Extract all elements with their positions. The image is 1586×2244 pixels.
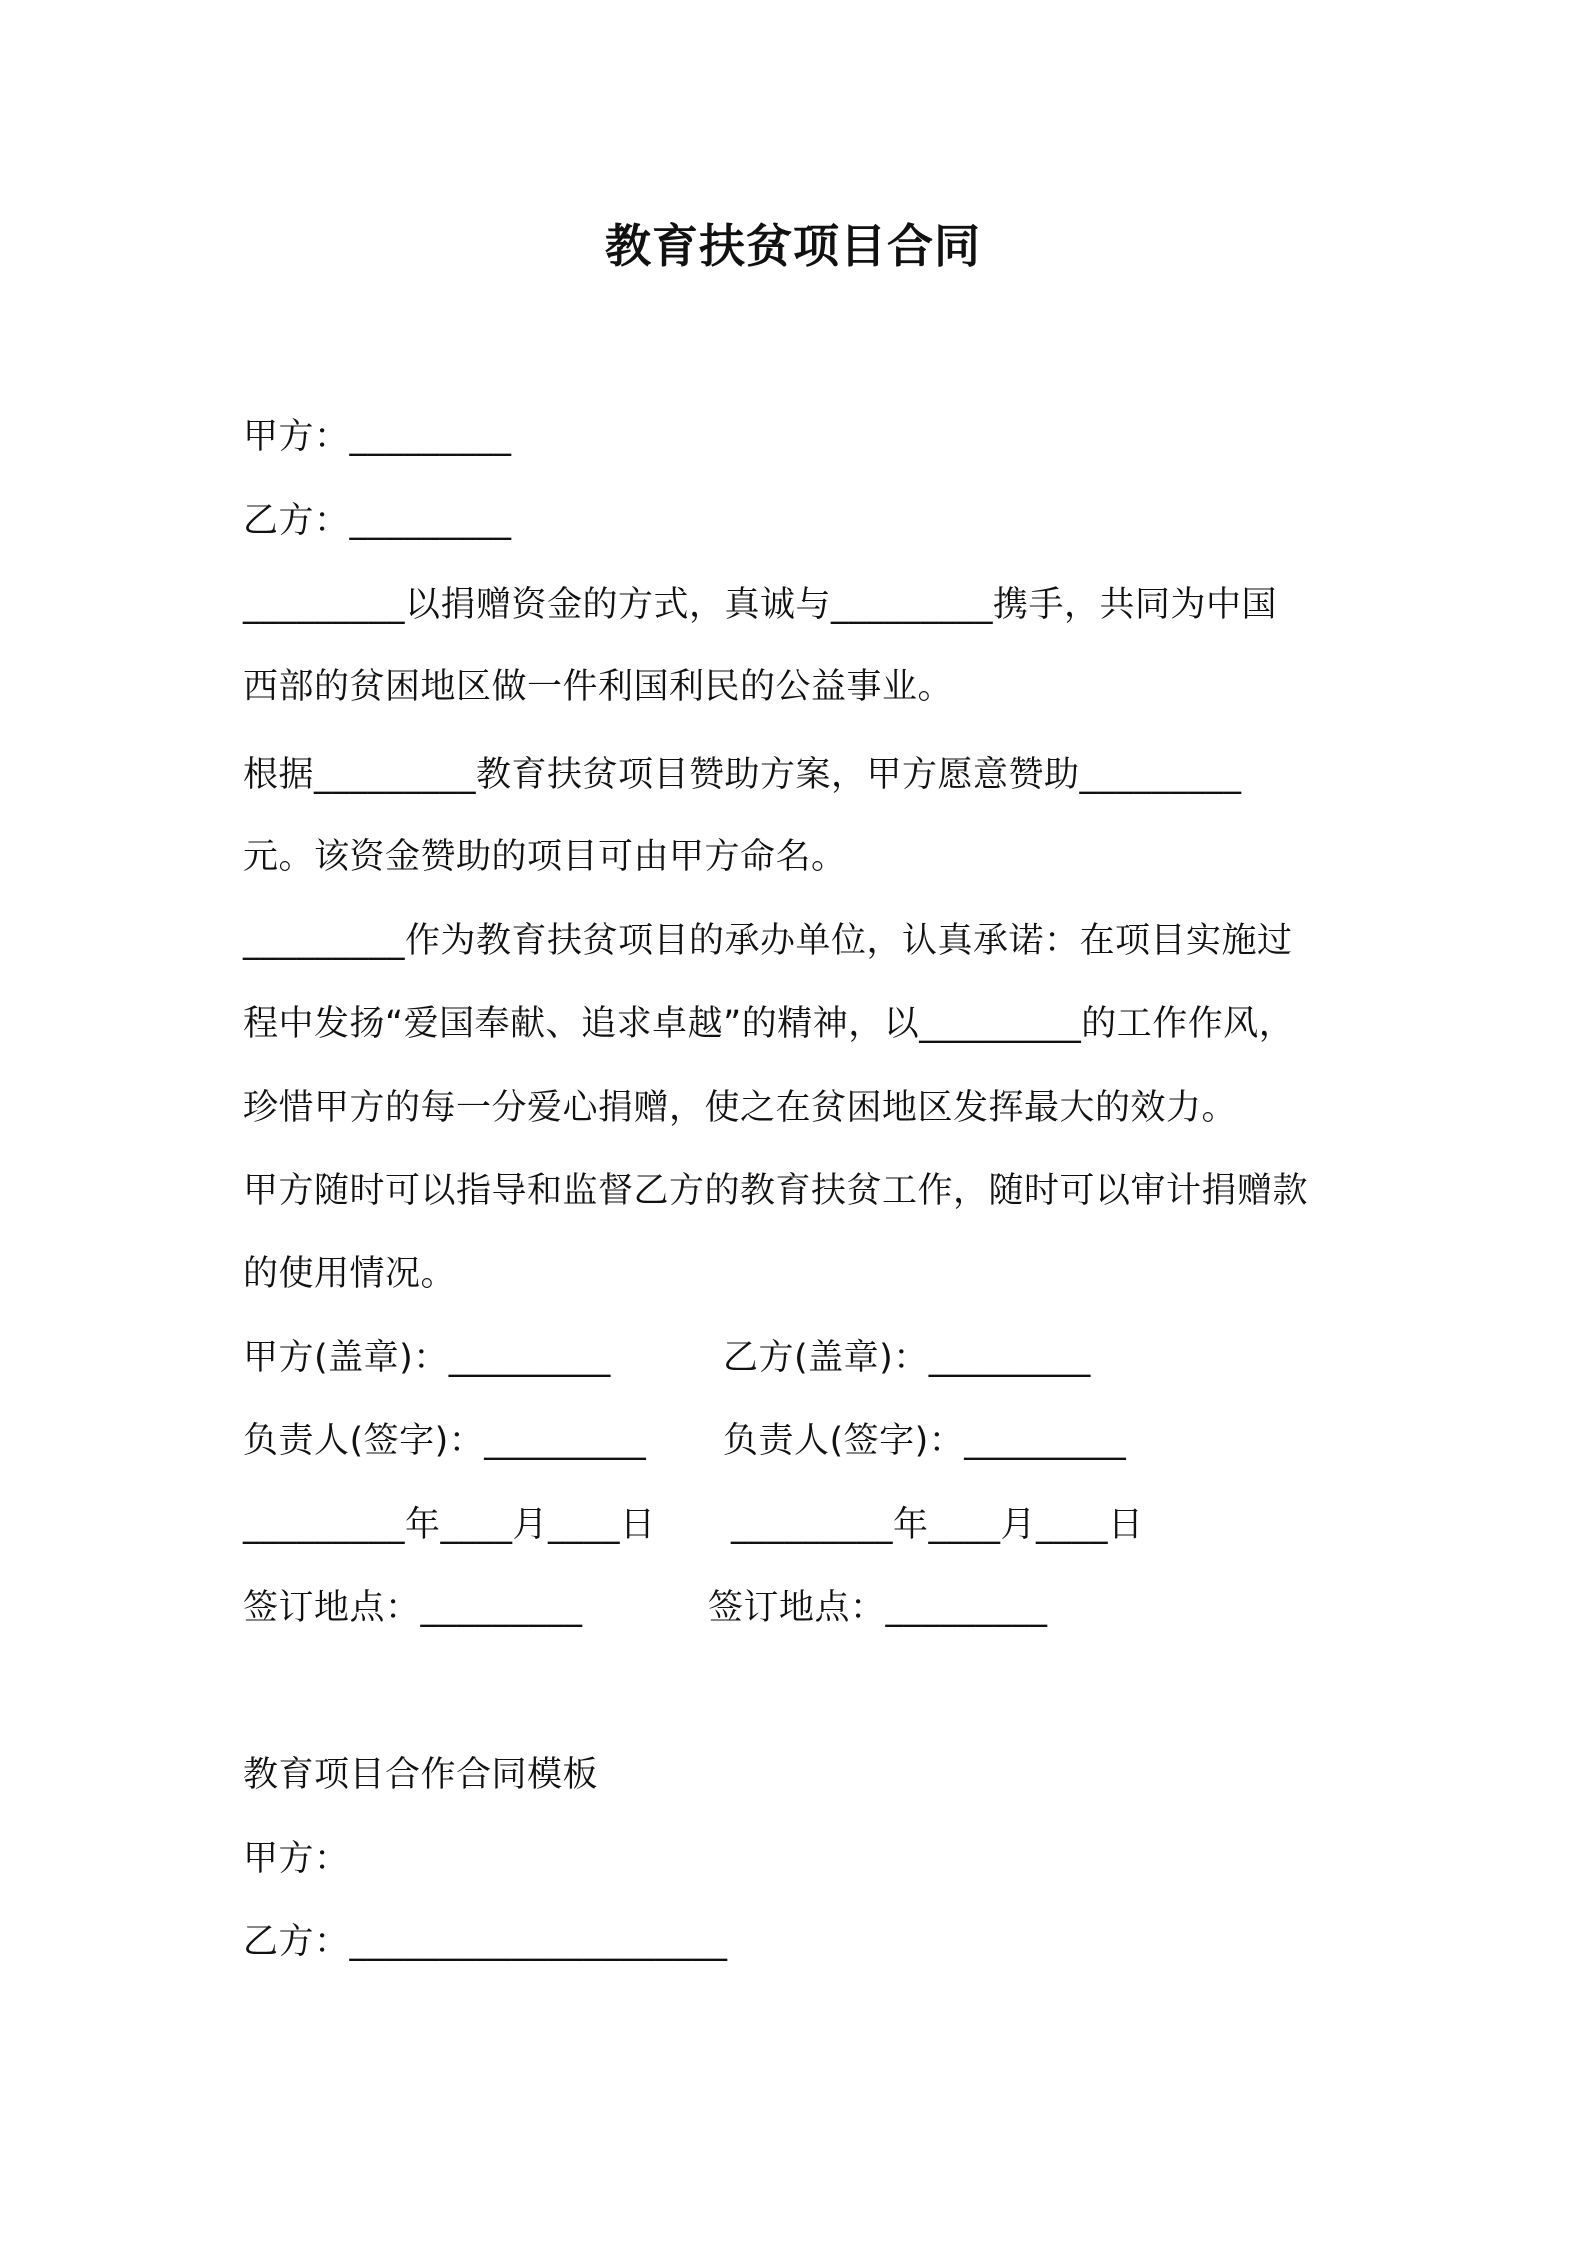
party-a-seal: 甲方(盖章)：_________: [243, 1338, 611, 1378]
place-row: [243, 1583, 1048, 1633]
party-b-line: 乙方：_________: [243, 501, 512, 541]
paragraph-4-line-1: 甲方随时可以指导和监督乙方的教育扶贫工作，随时可以审计捐赠款: [243, 1171, 1309, 1211]
party-b-signatory: 负责人(签字)：_________: [723, 1421, 1127, 1461]
party-b-place: 签订地点：_________: [708, 1588, 1048, 1628]
paragraph-2-line-1: 根据_________教育扶贫项目赞助方案，甲方愿意赞助_________: [243, 755, 1242, 795]
document-title: 教育扶贫项目合同: [605, 219, 981, 273]
party-b-seal: 乙方(盖章)：_________: [723, 1338, 1091, 1378]
party-a-signatory: 负责人(签字)：_________: [243, 1421, 647, 1461]
paragraph-1-line-2: 西部的贫困地区做一件利国利民的公益事业。: [243, 667, 954, 707]
paragraph-4-line-2: 的使用情况。: [243, 1254, 457, 1294]
party-b-date: _________年____月____日: [731, 1505, 1144, 1545]
party-a-place: 签订地点：_________: [243, 1588, 583, 1628]
paragraph-2-line-2: 元。该资金赞助的项目可由甲方命名。: [243, 837, 847, 877]
paragraph-3-line-2: 程中发扬“爱国奉献、追求卓越”的精神，以_________的工作作风，: [243, 1004, 1295, 1044]
date-row: [243, 1500, 1144, 1550]
party-a-date: _________年____月____日: [243, 1505, 656, 1545]
template-heading: 教育项目合作合同模板: [243, 1755, 599, 1795]
paragraph-1-line-1: _________以捐赠资金的方式，真诚与_________携手，共同为中国: [243, 585, 1278, 625]
signatory-row: [243, 1416, 1127, 1466]
paragraph-3-line-3: 珍惜甲方的每一分爱心捐赠，使之在贫困地区发挥最大的效力。: [243, 1088, 1238, 1128]
seal-row: [243, 1333, 1091, 1383]
party-a-line: 甲方：_________: [243, 417, 512, 457]
template-party-b: 乙方：_____________________: [243, 1922, 728, 1962]
paragraph-3-line-1: _________作为教育扶贫项目的承办单位，认真承诺：在项目实施过: [243, 921, 1293, 961]
template-party-a: 甲方：: [243, 1839, 350, 1879]
